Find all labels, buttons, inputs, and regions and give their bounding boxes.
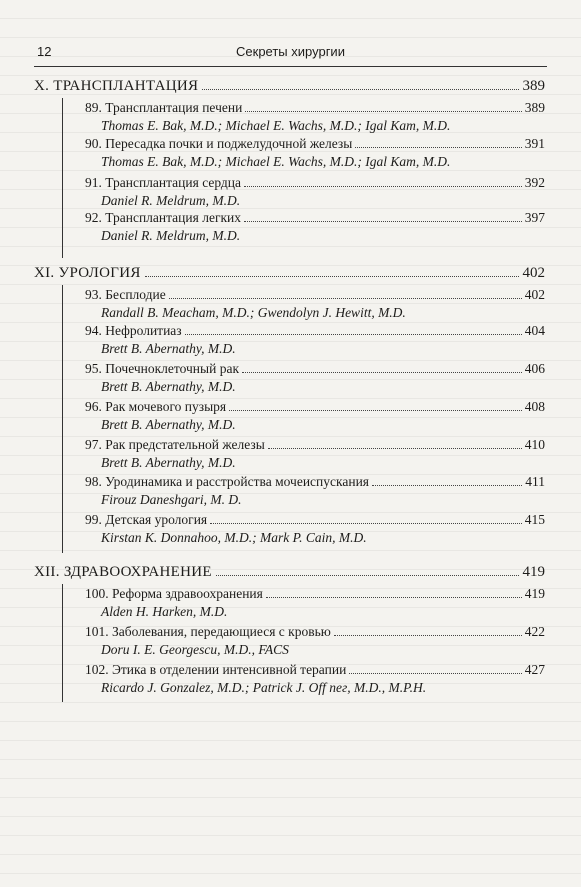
entry-page: 411 (525, 474, 545, 489)
entry-page: 392 (524, 175, 545, 190)
leader-dots (349, 673, 521, 674)
entry-number: 93. (85, 287, 102, 302)
toc-entry (85, 586, 545, 622)
toc-entry (85, 474, 545, 510)
entry-page: 389 (524, 100, 545, 115)
entry-number: 90. (85, 136, 102, 151)
entry-number: 98. (85, 474, 102, 489)
toc-entry (85, 175, 545, 211)
leader-dots (372, 485, 522, 486)
toc-entry (85, 100, 545, 136)
section-page: 402 (522, 265, 545, 281)
entry-authors: Firouz Daneshgari, M. D. (101, 492, 242, 507)
entry-title: Реформа здравоохранения (112, 586, 263, 601)
leader-dots (334, 635, 522, 636)
leader-dots (245, 111, 521, 112)
leader-dots (145, 276, 519, 277)
leader-dots (266, 597, 522, 598)
toc-entry (85, 323, 545, 359)
leader-dots (185, 334, 522, 335)
running-title: Секреты хирургии (236, 44, 345, 59)
entry-authors: Brett B. Abernathy, M.D. (101, 455, 236, 470)
entry-number: 97. (85, 437, 102, 452)
entry-authors: Alden H. Harken, M.D. (101, 604, 228, 619)
entry-title: Нефролитиаз (105, 323, 182, 338)
entry-page: 415 (524, 512, 545, 527)
leader-dots (244, 221, 522, 222)
entry-title: Бесплодие (105, 287, 166, 302)
section-number: XI. (34, 265, 55, 281)
entry-title: Трансплантация сердца (105, 175, 242, 190)
entry-title: Рак предстательной железы (105, 437, 265, 452)
toc-entry (85, 512, 545, 548)
entry-number: 100. (85, 586, 109, 601)
entry-title: Трансплантация печени (105, 100, 243, 115)
entry-number: 91. (85, 175, 102, 190)
entry-authors: Kirstan K. Donnahoo, M.D.; Mark P. Cain, M.D. (101, 530, 367, 545)
toc-entry (85, 361, 545, 397)
section-heading (34, 564, 545, 584)
entry-page: 406 (524, 361, 545, 376)
section-entries (62, 584, 545, 702)
page-number: 12 (37, 44, 52, 59)
toc-entry (85, 136, 545, 172)
entry-authors: Doru I. E. Georgescu, M.D., FACS (101, 642, 289, 657)
entry-number: 99. (85, 512, 102, 527)
entry-authors: Thomas E. Bak, M.D.; Michael E. Wachs, M.D.; Igal Kam, M.D. (101, 118, 451, 133)
leader-dots (202, 89, 518, 90)
toc-entry (85, 399, 545, 435)
leader-dots (169, 298, 522, 299)
section-title: УРОЛОГИЯ (58, 265, 141, 281)
entry-number: 89. (85, 100, 102, 115)
entry-authors: Daniel R. Meldrum, M.D. (101, 228, 241, 243)
leader-dots (216, 575, 519, 576)
entry-page: 427 (524, 662, 545, 677)
entry-number: 96. (85, 399, 102, 414)
entry-title: Заболевания, передающиеся с кровью (112, 624, 331, 639)
entry-authors: Brett B. Abernathy, M.D. (101, 417, 236, 432)
toc-entry (85, 210, 545, 246)
toc-entry (85, 437, 545, 473)
section-heading (34, 265, 545, 285)
entry-title: Детская урология (105, 512, 208, 527)
entry-page: 410 (524, 437, 545, 452)
entry-page: 404 (524, 323, 545, 338)
section-title: ЗДРАВООХРАНЕНИЕ (63, 564, 212, 580)
entry-page: 402 (524, 287, 545, 302)
leader-dots (244, 186, 522, 187)
toc-entry (85, 287, 545, 323)
section-number: XII. (34, 564, 60, 580)
toc-entry (85, 662, 545, 698)
entry-authors: Brett B. Abernathy, M.D. (101, 379, 236, 394)
entry-title: Пересадка почки и поджелудочной железы (105, 136, 353, 151)
leader-dots (355, 147, 521, 148)
entry-authors: Brett B. Abernathy, M.D. (101, 341, 236, 356)
toc-entry (85, 624, 545, 660)
entry-number: 102. (85, 662, 109, 677)
entry-page: 422 (524, 624, 545, 639)
section-page: 389 (522, 78, 545, 94)
entry-number: 92. (85, 210, 102, 225)
entry-authors: Thomas E. Bak, M.D.; Michael E. Wachs, M.D.; Igal Kam, M.D. (101, 154, 451, 169)
section-entries (62, 285, 545, 553)
entry-authors: Randall B. Meacham, M.D.; Gwendolyn J. Hewitt, M.D. (101, 305, 406, 320)
entry-number: 101. (85, 624, 109, 639)
leader-dots (229, 410, 522, 411)
section-number: X. (34, 78, 50, 94)
leader-dots (268, 448, 522, 449)
entry-page: 391 (524, 136, 545, 151)
section-entries (62, 98, 545, 258)
entry-authors: Ricardo J. Gonzalez, M.D.; Patrick J. Off пег, M.D., M.P.H. (101, 680, 427, 695)
entry-title: Рак мочевого пузыря (105, 399, 227, 414)
entry-page: 419 (524, 586, 545, 601)
leader-dots (210, 523, 522, 524)
entry-number: 95. (85, 361, 102, 376)
entry-title: Трансплантация легких (105, 210, 242, 225)
entry-page: 397 (524, 210, 545, 225)
entry-title: Уродинамика и расстройства мочеиспускания (105, 474, 370, 489)
section-title: ТРАНСПЛАНТАЦИЯ (53, 78, 199, 94)
entry-title: Этика в отделении интенсивной терапии (112, 662, 347, 677)
running-header (34, 40, 547, 67)
leader-dots (242, 372, 522, 373)
entry-page: 408 (524, 399, 545, 414)
entry-title: Почечноклеточный рак (105, 361, 240, 376)
entry-number: 94. (85, 323, 102, 338)
entry-authors: Daniel R. Meldrum, M.D. (101, 193, 241, 208)
section-heading (34, 78, 545, 98)
section-page: 419 (522, 564, 545, 580)
